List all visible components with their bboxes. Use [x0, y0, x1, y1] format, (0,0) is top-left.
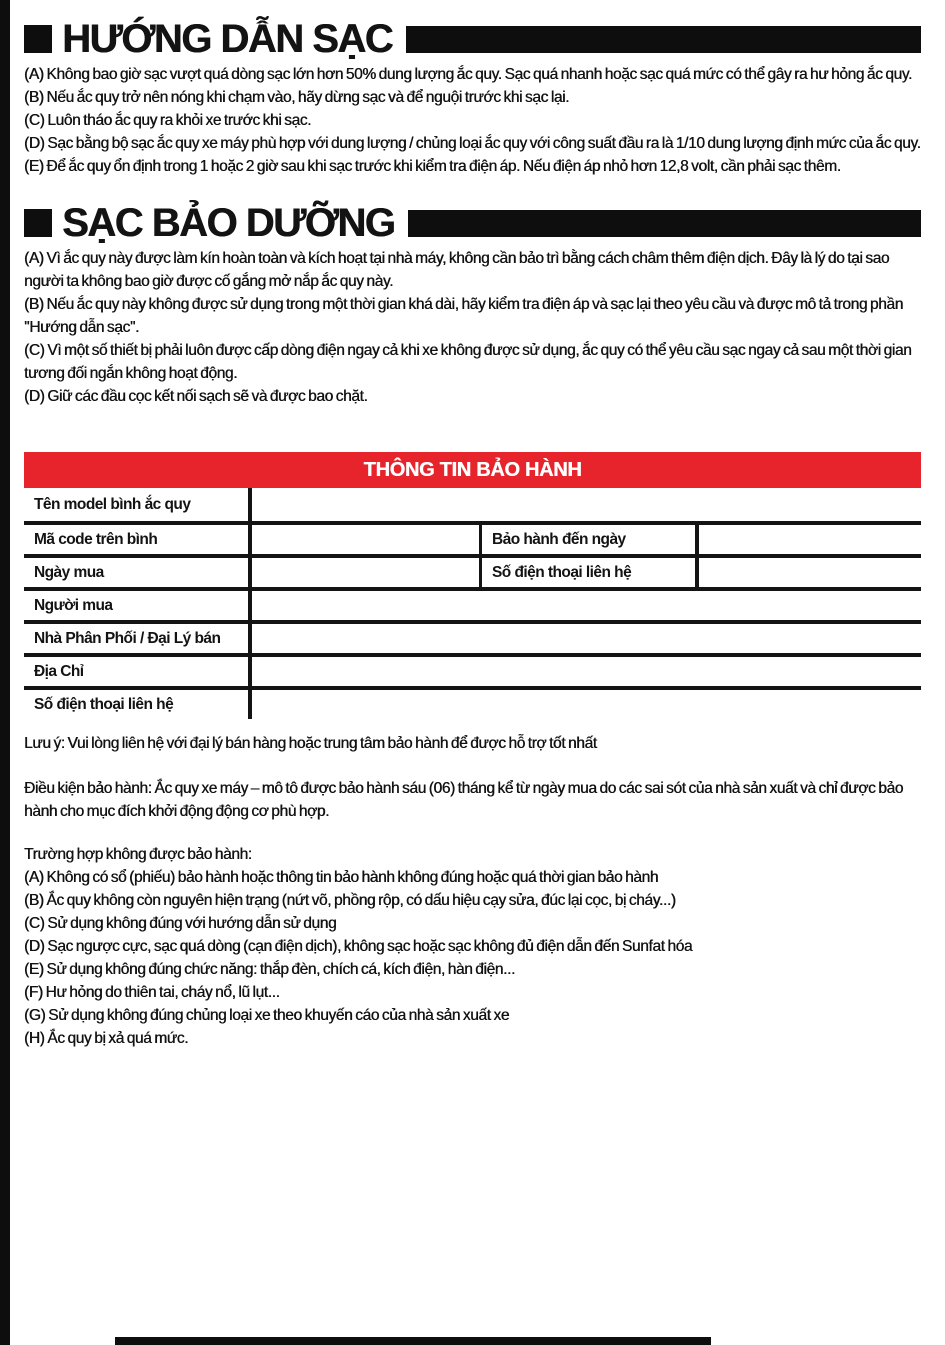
exclusion-item: (H) Ắc quy bị xả quá mức.: [24, 1030, 189, 1047]
row-value-cell: [252, 624, 922, 653]
row-label: Nhà Phân Phối / Đại Lý bán: [34, 629, 221, 647]
instruction-item: (D) Sạc bằng bộ sạc ắc quy xe máy phù hợp với dung lượng / chủng loại ắc quy với công suất đầu ra là 1/10 dung lượng định mức của ắc quy.: [24, 135, 921, 152]
table-row: [24, 587, 921, 620]
warranty-info-table: [24, 452, 921, 719]
document-body: [24, 0, 921, 1050]
table-row: [24, 686, 921, 719]
row-value-cell: [252, 690, 922, 719]
row-value-cell: [252, 525, 479, 554]
row-value-cell: [699, 558, 922, 587]
warranty-table-title: THÔNG TIN BẢO HÀNH: [24, 452, 921, 488]
row-value-cell: [252, 657, 922, 686]
table-row: [24, 620, 921, 653]
exclusion-item: (C) Sử dụng không đúng với hướng dẫn sử dụng: [24, 915, 337, 932]
exclusion-item: (E) Sử dụng không đúng chức năng: thắp đèn, chích cá, kích điện, hàn điện...: [24, 961, 515, 978]
row-value-cell: [252, 558, 479, 587]
bottom-cutoff-bar: [115, 1337, 711, 1345]
section-header-charging-instructions: [24, 17, 921, 61]
instruction-item: (A) Không bao giờ sạc vượt quá dòng sạc lớn hơn 50% dung lượng ắc quy. Sạc quá nhanh hoặc sạc quá mức có thể gây ra hư hỏng ắc quy.: [24, 66, 912, 83]
section-header-maintenance-charging: [24, 201, 921, 245]
instruction-item: (B) Nếu ắc quy trở nên nóng khi chạm vào, hãy dừng sạc và để nguội trước khi sạc lại.: [24, 89, 570, 106]
table-row: [24, 521, 921, 554]
row-value-cell: [252, 591, 922, 620]
instruction-item: (C) Luôn tháo ắc quy ra khỏi xe trước khi sạc.: [24, 112, 312, 129]
header-square-icon: [24, 25, 52, 53]
instruction-item: (D) Giữ các đầu cọc kết nối sạch sẽ và được bao chặt.: [24, 388, 368, 405]
instruction-item: (C) Vì một số thiết bị phải luôn được cấp dòng điện ngay cả khi xe không được sử dụng, ắc quy có thể yêu cầu sạc ngay cả sau một thời gian tương đối ngắn không hoạt động.: [24, 342, 912, 382]
header-square-icon: [24, 209, 52, 237]
table-row: [24, 554, 921, 587]
row-label: Mã code trên bình: [34, 530, 158, 548]
exclusion-item: (D) Sạc ngược cực, sạc quá dòng (cạn điện dịch), không sạc hoặc sạc không đủ điện dẫn đến Sunfat hóa: [24, 938, 693, 955]
warranty-exclusions: [24, 843, 921, 1050]
instruction-item: (E) Để ắc quy ổn định trong 1 hoặc 2 giờ sau khi sạc trước khi kiểm tra điện áp. Nếu điện áp nhỏ hơn 12,8 volt, cần phải sạc thêm.: [24, 158, 841, 175]
instruction-item: (B) Nếu ắc quy này không được sử dụng trong một thời gian khá dài, hãy kiểm tra điện áp và sạc lại theo yêu cầu và được mô tả trong phần ''Hướng dẫn sạc''.: [24, 296, 903, 336]
exclusion-item: (F) Hư hỏng do thiên tai, cháy nổ, lũ lụt...: [24, 984, 280, 1001]
maintenance-instruction-list: [24, 247, 921, 408]
left-edge-bar: [0, 0, 10, 1345]
row-label: Số điện thoại liên hệ: [492, 563, 632, 581]
section-title: SẠC BẢO DƯỠNG: [62, 201, 395, 245]
table-row: [24, 488, 921, 521]
header-bar: [406, 26, 921, 53]
charging-instruction-list: [24, 63, 921, 178]
instruction-item: (A) Vì ắc quy này được làm kín hoàn toàn và kích hoạt tại nhà máy, không cần bảo trì bằng cách châm thêm điện dịch. Đây là lý do tại sao người ta không bao giờ được cố gắng mở nắp ắc quy này.: [24, 250, 890, 290]
row-label: Ngày mua: [34, 563, 104, 581]
row-value-cell: [252, 488, 922, 521]
row-label: Bảo hành đến ngày: [492, 530, 626, 548]
row-label: Người mua: [34, 596, 113, 614]
table-row: [24, 653, 921, 686]
exclusion-item: (G) Sử dụng không đúng chủng loại xe theo khuyến cáo của nhà sản xuất xe: [24, 1007, 510, 1024]
row-label: Tên model bình ắc quy: [34, 495, 191, 513]
section-title: HƯỚNG DẪN SẠC: [62, 17, 393, 61]
row-value-cell: [699, 525, 922, 554]
header-bar: [408, 210, 921, 237]
row-label: Số điện thoại liên hệ: [34, 695, 174, 713]
warranty-conditions: Điều kiện bảo hành: Ắc quy xe máy – mô tô được bảo hành sáu (06) tháng kể từ ngày mua do các sai sót của nhà sản xuất và chỉ được bảo hành cho mục đích khởi động động cơ phù hợp.: [24, 780, 903, 820]
row-label: Địa Chỉ: [34, 662, 84, 680]
exclusion-item: (A) Không có sổ (phiếu) bảo hành hoặc thông tin bảo hành không đúng hoặc quá thời gian bảo hành: [24, 869, 659, 886]
exclusions-title: Trường hợp không được bảo hành:: [24, 846, 252, 863]
support-note: Lưu ý: Vui lòng liên hệ với đại lý bán hàng hoặc trung tâm bảo hành để được hỗ trợ tốt nhất: [24, 735, 597, 752]
exclusion-item: (B) Ắc quy không còn nguyên hiện trạng (nứt võ, phồng rộp, có dấu hiệu cạy sửa, đúc lại cọc, bị cháy...): [24, 892, 676, 909]
